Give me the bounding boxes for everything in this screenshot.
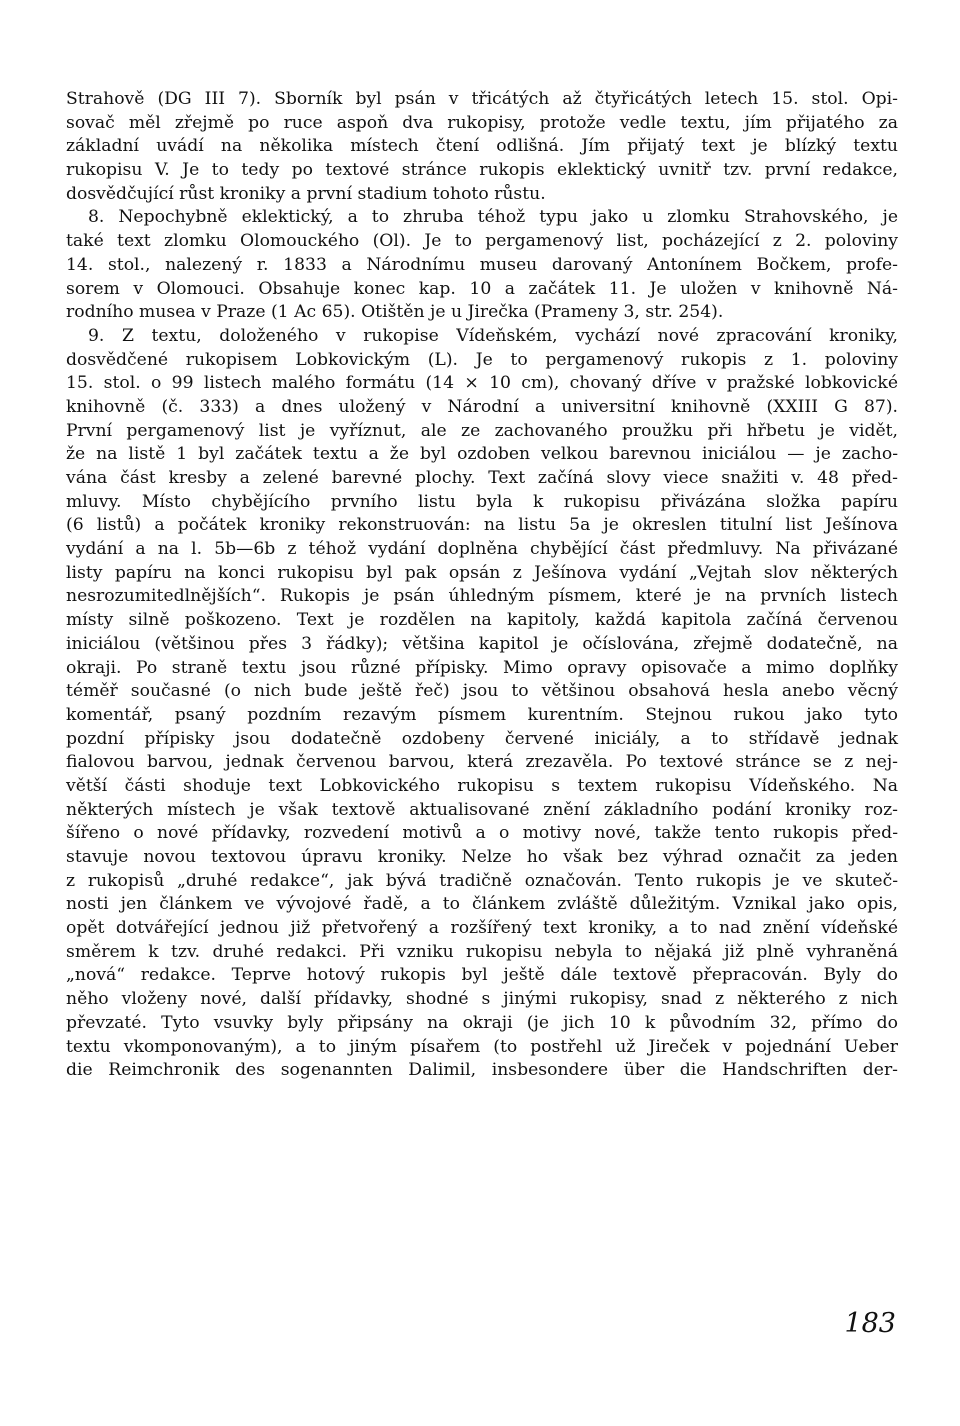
text-line: okraji. Po straně textu jsou různé přípisky. Mimo opravy opisovače a mimo doplňky [66,657,898,678]
text-line: 8. Nepochybně eklektický, a to zhruba téhož typu jako u zlomku Strahovského, je [88,207,898,228]
text-line: že na listě 1 byl začátek textu a že byl ozdoben velkou barevnou iniciálou — je zacho- [66,444,898,465]
text-line: vydání a na l. 5b—6b z téhož vydání doplněna chybějící část předmluvy. Na přivázané [66,539,898,560]
text-line: „nová“ redakce. Teprve hotový rukopis byl ještě dále textově přepracován. Byly do [66,965,898,986]
text-line: stavuje novou textovou úpravu kroniky. Nelze ho však bez výhrad označit za jeden [66,847,898,867]
text-line: První pergamenový list je vyříznut, ale ze zachovaného proužku při hřbetu je vidět, [66,420,898,441]
text-line: šířeno o nové přídavky, rozvedení motivů a o motivy nové, takže tento rukopis před- [66,823,898,844]
text-line: základní uvádí na několika místech čtení odlišná. Jím přijatý text je blízký textu [66,136,898,157]
text-line: vána část kresby a zelené barevné plochy. Text začíná slovy viece snažiti v. 48 před- [66,468,898,488]
text-line: listy papíru na konci rukopisu byl pak opsán z Ješínova vydání „Vejtah slov některých [66,562,898,583]
text-line: sorem v Olomouci. Obsahuje konec kap. 10 a začátek 11. Je uložen v knihovně Ná- [66,278,898,299]
text-line: (6 listů) a počátek kroniky rekonstruován: na listu 5a je okreslen titulní list Ješínova [66,515,898,536]
text-line: něho vloženy nové, další přídavky, shodné s jinými rukopisy, snad z některého z nich [66,989,898,1010]
text-line: nesrozumitedlnějších“. Rukopis je psán úhledným písmem, které je na prvních listech [66,586,898,607]
text-line: nosti jen článkem ve vývojové řadě, a to článkem zvláště důležitým. Vznikal jako opis, [66,894,898,915]
text-line: die Reimchronik des sogenannten Dalimil, insbesondere über die Handschriften der- [66,1060,898,1081]
text-line: 9. Z textu, doloženého v rukopise Vídeňském, vychází nové zpracování kroniky, [88,325,898,346]
text-line: místy silně poškozeno. Text je rozdělen na kapitoly, každá kapitola začíná červenou [66,610,898,631]
text-line: Strahově (DG III 7). Sborník byl psán v třicátých až čtyřicátých letech 15. stol. Opi- [66,89,898,109]
text-line: také text zlomku Olomouckého (Ol). Je to pergamenový list, pocházející z 2. poloviny [66,231,898,252]
text-line: mluvy. Místo chybějícího prvního listu byla k rukopisu přivázána složka papíru [66,491,898,512]
text-line: fialovou barvou, jednak červenou barvou, která zrezavěla. Po textové stránce se z nej- [66,752,898,773]
text-line: téměř současné (o nich bude ještě řeč) jsou to většinou obsahová hesla anebo věcný [66,681,898,702]
text-line: z rukopisů „druhé redakce“, jak bývá tradičně označován. Tento rukopis je ve skuteč- [66,870,898,891]
text-line: 15. stol. o 99 listech malého formátu (14 × 10 cm), chovaný dříve v pražské lobkovické [66,373,898,394]
text-line: směrem k tzv. druhé redakci. Při vzniku rukopisu nebyla to nějaká již plně vyhraněná [66,941,898,962]
text-line: iniciálou (většinou přes 3 řádky); většina kapitol je očíslována, zřejmě dodatečně, na [66,633,898,654]
text-line: větší části shoduje text Lobkovického rukopisu s textem rukopisu Vídeňského. Na [66,775,898,796]
text-block [66,88,898,1083]
text-line: opět dotvářející jednou již přetvořený a rozšířený text kroniky, a to nad znění vídeňské [66,918,898,939]
page-number: 183 [844,1308,896,1339]
text-line: pozdní přípisky jsou dodatečně ozdobeny červené iniciály, a to střídavě jednak [66,728,898,749]
text-line: dosvědčené rukopisem Lobkovickým (L). Je to pergamenový rukopis z 1. poloviny [66,349,898,370]
text-line: dosvědčující růst kroniky a první stadium tohoto růstu. [66,183,546,204]
text-line: knihovně (č. 333) a dnes uložený v Národní a universitní knihovně (XXIII G 87). [66,396,898,417]
text-line: převzaté. Tyto vsuvky byly připsány na okraji (je jich 10 k původním 32, přímo do [66,1012,898,1033]
text-line: komentář, psaný pozdním rezavým písmem kurentním. Stejnou rukou jako tyto [66,704,898,725]
text-line: rodního musea v Praze (1 Ac 65). Otištěn je u Jirečka (Prameny 3, str. 254). [66,302,724,323]
text-line: textu vkomponovaným), a to jiným písařem (to postřehl už Jireček v pojednání Ueber [66,1036,898,1057]
text-line: některých místech je však textově aktualisované znění základního podání kroniky roz- [66,799,898,820]
text-line: sovač měl zřejmě po ruce aspoň dva rukopisy, protože vedle textu, jím přijatého za [66,112,898,133]
text-line: rukopisu V. Je to tedy po textové stránce rukopis eklektický uvnitř tzv. první redakce, [66,160,898,181]
text-line: 14. stol., nalezený r. 1833 a Národnímu museu darovaný Antonínem Bočkem, profe- [66,254,898,275]
